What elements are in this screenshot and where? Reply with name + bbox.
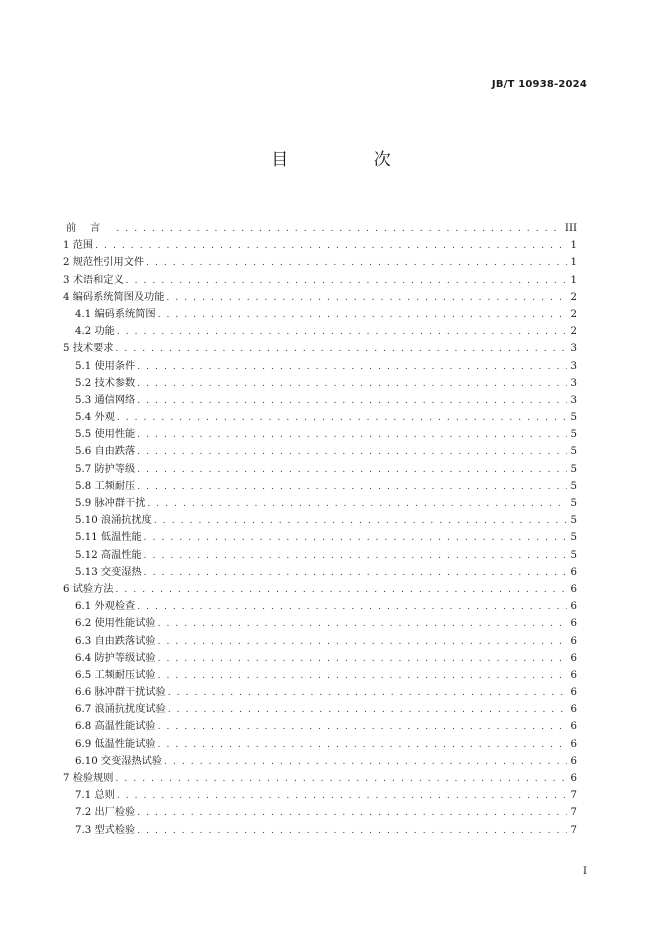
toc-entry[interactable] bbox=[63, 461, 577, 478]
toc-entry[interactable] bbox=[63, 822, 577, 839]
toc-leader-dots bbox=[158, 737, 567, 754]
toc-leader-dots bbox=[158, 668, 567, 685]
toc-entry-page: 6 bbox=[570, 755, 577, 767]
toc-entry-page: 6 bbox=[570, 704, 577, 716]
toc-leader-dots bbox=[144, 530, 567, 547]
toc-entry-page: 5 bbox=[570, 498, 577, 509]
toc-entry[interactable] bbox=[63, 392, 577, 409]
toc-entry-label: 7 检验规则 bbox=[63, 773, 114, 784]
toc-leader-dots bbox=[117, 410, 567, 427]
toc-entry-page: 5 bbox=[570, 480, 577, 492]
toc-entry-label: 5.2 技术参数 bbox=[75, 377, 136, 389]
toc-entry-label: 5.5 使用性能 bbox=[75, 429, 136, 441]
toc-leader-dots bbox=[144, 548, 567, 565]
toc-leader-dots bbox=[115, 341, 567, 358]
toc-entry-label: 6.7 浪涌抗扰度试验 bbox=[75, 704, 166, 716]
toc-entry[interactable] bbox=[63, 701, 577, 718]
toc-entry-page: 6 bbox=[570, 652, 577, 664]
toc-entry[interactable] bbox=[63, 581, 577, 598]
toc-entry[interactable] bbox=[63, 358, 577, 375]
toc-entry-page: 6 bbox=[570, 566, 577, 578]
toc-leader-dots bbox=[117, 788, 567, 805]
toc-entry[interactable] bbox=[63, 770, 577, 787]
toc-entry[interactable] bbox=[63, 443, 577, 460]
toc-entry-page: 5 bbox=[570, 532, 577, 544]
toc-entry-page: 5 bbox=[570, 549, 577, 561]
toc-entry-label: 6.2 使用性能试验 bbox=[75, 618, 156, 630]
toc-entry-label: 6.5 工频耐压试验 bbox=[75, 669, 156, 681]
toc-entry-page: 6 bbox=[570, 635, 577, 647]
toc-entry[interactable] bbox=[63, 598, 577, 615]
toc-entry-page: 6 bbox=[570, 721, 577, 733]
toc-leader-dots bbox=[158, 634, 567, 651]
toc-entry-label: 5.11 低温性能 bbox=[75, 532, 142, 544]
toc-entry[interactable] bbox=[63, 684, 577, 701]
toc-leader-dots bbox=[137, 427, 567, 444]
toc-entry-label: 5.6 自由跌落 bbox=[75, 446, 136, 458]
toc-entry-page: 3 bbox=[570, 343, 577, 355]
toc-entry-label: 4.2 功能 bbox=[75, 326, 115, 338]
toc-entry-page: 6 bbox=[570, 618, 577, 630]
standard-code: JB/T 10938-2024 bbox=[491, 79, 587, 90]
toc-leader-dots bbox=[158, 616, 567, 633]
toc-entry-label: 6.1 外观检查 bbox=[75, 601, 136, 613]
toc-leader-dots bbox=[147, 496, 567, 513]
toc-entry-page: 6 bbox=[570, 687, 577, 699]
toc-leader-dots bbox=[137, 599, 567, 616]
toc-entry-label: 前言 bbox=[66, 223, 115, 234]
toc-entry[interactable] bbox=[63, 547, 577, 564]
toc-leader-dots bbox=[166, 290, 567, 307]
toc-entry-page: 7 bbox=[570, 824, 577, 836]
toc-entry[interactable] bbox=[63, 615, 577, 632]
toc-entry-page: 5 bbox=[570, 515, 577, 527]
toc-leader-dots bbox=[146, 255, 567, 272]
toc-entry[interactable] bbox=[63, 289, 577, 306]
toc-entry-page: 5 bbox=[570, 463, 577, 475]
toc-leader-dots bbox=[158, 719, 567, 736]
toc-leader-dots bbox=[116, 221, 563, 238]
toc-leader-dots bbox=[144, 565, 567, 582]
toc-leader-dots bbox=[168, 685, 567, 702]
toc-entry[interactable] bbox=[63, 512, 577, 529]
toc-entry-page: 5 bbox=[570, 446, 577, 458]
toc-leader-dots bbox=[126, 273, 567, 290]
toc-entry-label: 7.2 出厂检验 bbox=[75, 807, 136, 819]
toc-entry-page: 6 bbox=[570, 669, 577, 681]
toc-entry-label: 5.13 交变湿热 bbox=[75, 566, 142, 578]
toc-entry[interactable] bbox=[63, 650, 577, 667]
toc-entry-label: 5.1 使用条件 bbox=[75, 360, 136, 372]
toc-entry-page: 2 bbox=[570, 291, 577, 303]
toc-entry-label: 6 试验方法 bbox=[63, 583, 114, 595]
toc-entry[interactable] bbox=[63, 736, 577, 753]
toc-entry-label: 4 编码系统简图及功能 bbox=[63, 291, 165, 303]
toc-entry-page: 6 bbox=[570, 738, 577, 750]
toc-leader-dots bbox=[158, 307, 567, 324]
page-number: I bbox=[583, 866, 587, 877]
toc-entry-page: 6 bbox=[570, 583, 577, 595]
toc-entry-label: 5.8 工频耐压 bbox=[75, 480, 136, 492]
toc-leader-dots bbox=[95, 238, 567, 255]
toc-entry-label: 5.3 通信网络 bbox=[75, 394, 136, 406]
toc-leader-dots bbox=[137, 376, 567, 393]
toc-entry-label: 5.4 外观 bbox=[75, 412, 115, 424]
toc-entry[interactable] bbox=[63, 323, 577, 340]
toc-entry-label: 6.9 低温性能试验 bbox=[75, 738, 156, 750]
toc-entry-label: 6.10 交变湿热试验 bbox=[75, 755, 163, 767]
toc-entry-label: 7.1 总则 bbox=[75, 790, 115, 802]
toc-leader-dots bbox=[115, 582, 567, 599]
toc-leader-dots bbox=[137, 444, 567, 461]
toc-entry-page: 3 bbox=[570, 377, 577, 389]
toc-entry[interactable] bbox=[63, 529, 577, 546]
toc-entry[interactable] bbox=[63, 409, 577, 426]
toc-leader-dots bbox=[137, 479, 567, 496]
toc-leader-dots bbox=[168, 702, 567, 719]
toc-entry-page: 5 bbox=[570, 412, 577, 424]
toc-entry-label: 4.1 编码系统简图 bbox=[75, 308, 156, 320]
toc-leader-dots bbox=[137, 805, 567, 822]
toc-entry[interactable] bbox=[63, 237, 577, 254]
toc-entry-label: 6.6 脉冲群干扰试验 bbox=[75, 687, 166, 699]
toc-entry[interactable] bbox=[63, 787, 577, 804]
toc-entry[interactable] bbox=[63, 340, 577, 357]
toc-entry-page: 5 bbox=[570, 429, 577, 441]
toc-leader-dots bbox=[137, 823, 567, 840]
toc-leader-dots bbox=[115, 771, 567, 788]
toc-entry[interactable] bbox=[63, 718, 577, 735]
toc-entry-label: 6.3 自由跌落试验 bbox=[75, 635, 156, 647]
toc-entry-page: 6 bbox=[570, 601, 577, 613]
table-of-contents bbox=[63, 220, 577, 839]
toc-entry-label: 3 术语和定义 bbox=[63, 274, 124, 286]
toc-entry-page: 6 bbox=[570, 773, 577, 784]
page-title: 目 次 bbox=[271, 150, 431, 170]
toc-entry-page: 2 bbox=[570, 326, 577, 338]
toc-entry-label: 5.12 高温性能 bbox=[75, 549, 142, 561]
toc-entry-label: 2 规范性引用文件 bbox=[63, 257, 145, 269]
toc-entry[interactable] bbox=[63, 272, 577, 289]
toc-entry-page: 1 bbox=[570, 274, 577, 286]
toc-entry-page: 1 bbox=[570, 257, 577, 269]
toc-entry-label: 5.7 防护等级 bbox=[75, 463, 136, 475]
toc-leader-dots bbox=[154, 513, 567, 530]
toc-entry[interactable] bbox=[63, 375, 577, 392]
toc-leader-dots bbox=[164, 754, 567, 771]
toc-entry[interactable] bbox=[63, 426, 577, 443]
toc-entry-page: 1 bbox=[570, 240, 577, 252]
toc-entry-label: 6.4 防护等级试验 bbox=[75, 652, 156, 664]
toc-entry[interactable] bbox=[63, 306, 577, 323]
toc-entry-page: 3 bbox=[570, 360, 577, 372]
toc-entry-page: 7 bbox=[570, 790, 577, 802]
toc-entry-page: 7 bbox=[570, 807, 577, 819]
toc-entry[interactable] bbox=[63, 667, 577, 684]
toc-entry-page: 3 bbox=[570, 394, 577, 406]
toc-entry-label: 6.8 高温性能试验 bbox=[75, 721, 156, 733]
toc-leader-dots bbox=[137, 359, 567, 376]
toc-entry-page: 2 bbox=[570, 308, 577, 320]
toc-leader-dots bbox=[137, 393, 567, 410]
toc-entry[interactable] bbox=[63, 478, 577, 495]
toc-entry-label: 7.3 型式检验 bbox=[75, 824, 136, 836]
toc-entry-page: III bbox=[564, 223, 577, 234]
toc-entry[interactable] bbox=[63, 495, 577, 512]
toc-entry[interactable] bbox=[63, 564, 577, 581]
toc-leader-dots bbox=[137, 462, 567, 479]
toc-entry-label: 5 技术要求 bbox=[63, 343, 114, 355]
toc-leader-dots bbox=[117, 324, 567, 341]
toc-entry-label: 1 范围 bbox=[63, 240, 94, 252]
toc-entry-label: 5.9 脉冲群干扰 bbox=[75, 498, 146, 509]
toc-entry-label: 5.10 浪涌抗扰度 bbox=[75, 515, 152, 527]
toc-entry[interactable] bbox=[63, 254, 577, 271]
toc-entry[interactable] bbox=[63, 633, 577, 650]
toc-leader-dots bbox=[158, 651, 567, 668]
toc-entry[interactable] bbox=[63, 804, 577, 821]
toc-entry[interactable] bbox=[63, 753, 577, 770]
toc-entry[interactable] bbox=[63, 220, 577, 237]
